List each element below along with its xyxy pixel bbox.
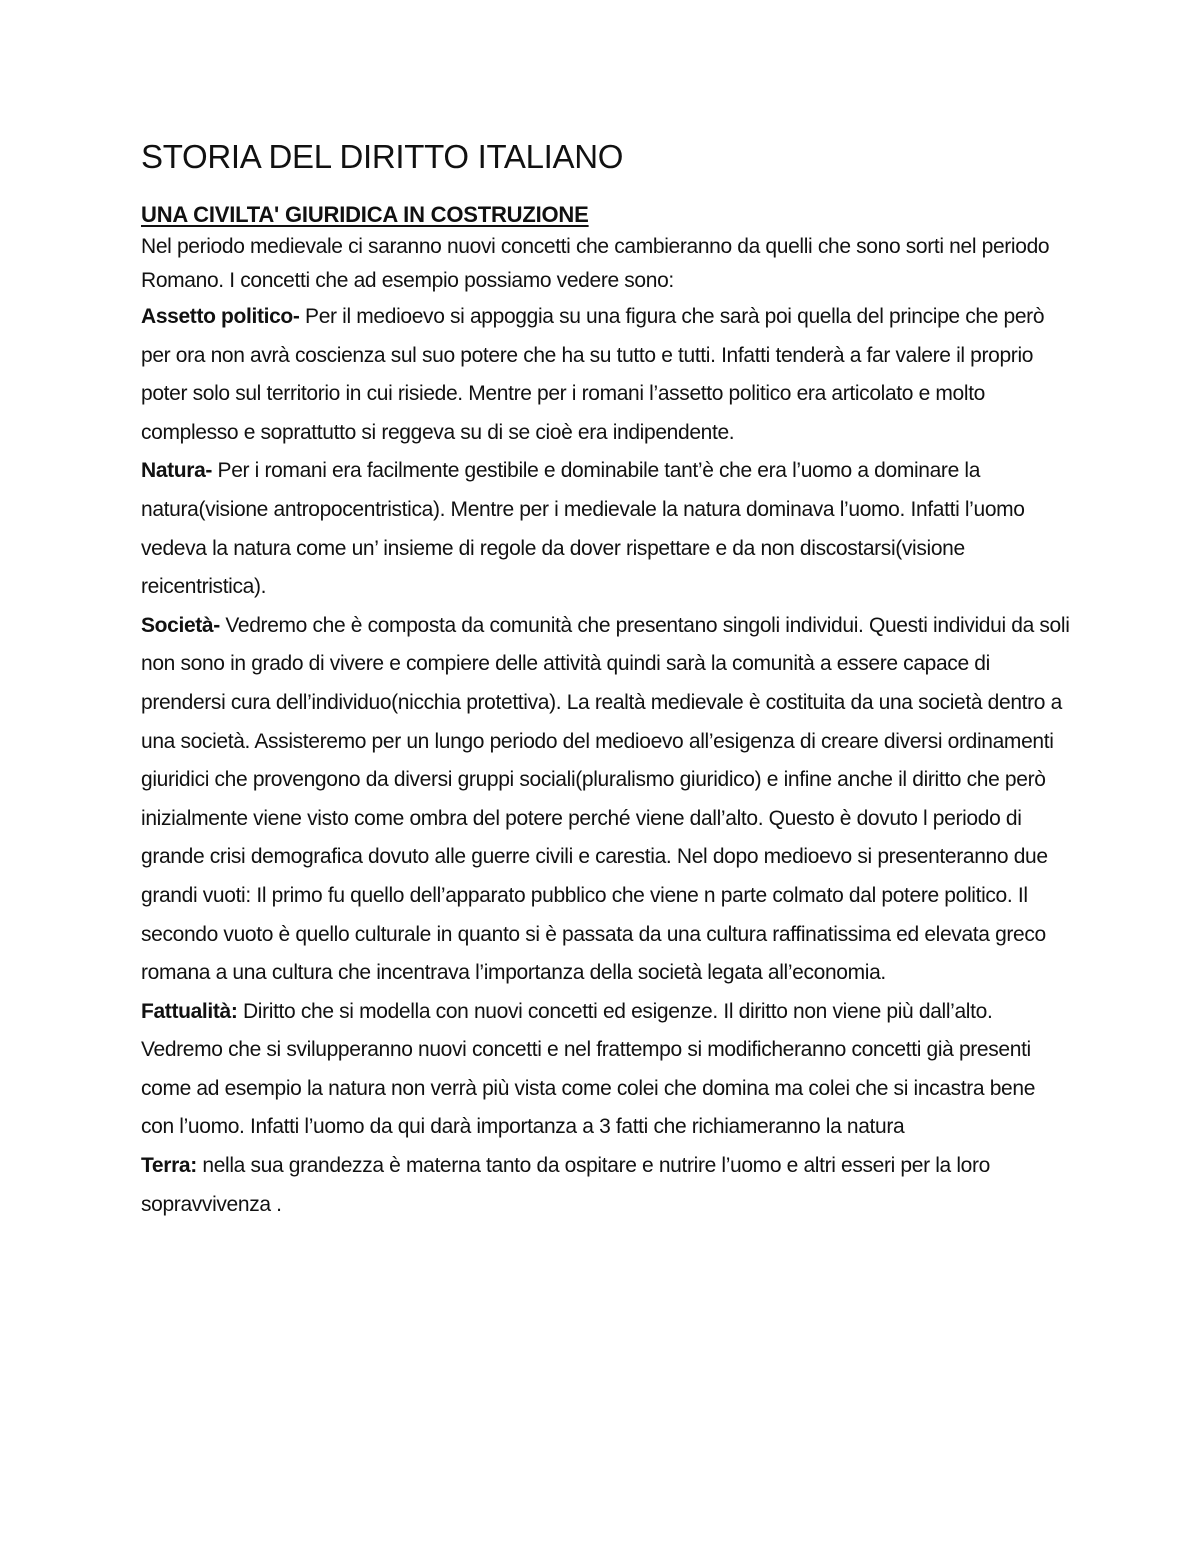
section-heading: UNA CIVILTA' GIURIDICA IN COSTRUZIONE: [141, 202, 589, 227]
paragraph-term: Società-: [141, 613, 220, 637]
paragraph-term: Terra:: [141, 1154, 197, 1178]
paragraph-text: nella sua grandezza è materna tanto da ospitare e nutrire l’uomo e altri esseri per la loro sopravvivenza .: [141, 1154, 990, 1216]
paragraph-term: Natura-: [141, 459, 213, 483]
paragraph-assetto-politico: [141, 298, 1071, 452]
paragraph-text: Per il medioevo si appoggia su una figura che sarà poi quella del principe che però per ora non avrà coscienza sul suo potere che ha su tutto e tutti. Infatti tenderà a far valere il proprio poter solo sul territorio in cui risiede. Mentre per i romani l’assetto politico era articolato e molto complesso e soprattutto si reggeva su di se cioè era indipendente.: [141, 305, 1045, 444]
document-page: [141, 128, 1071, 1224]
paragraph-text: Diritto che si modella con nuovi concetti ed esigenze. Il diritto non viene più dall’alto. Vedremo che si svilupperanno nuovi concetti e nel frattempo si modificheranno concetti già presenti come ad esempio la natura non verrà più vista come colei che domina ma colei che si incastra bene con l’uomo. Infatti l’uomo da qui darà importanza a 3 fatti che richiameranno la natura: [141, 999, 1036, 1139]
paragraph-terra: [141, 1147, 1071, 1224]
paragraph-fattualita: [141, 993, 1071, 1147]
paragraph-natura: [141, 452, 1071, 606]
paragraph-societa: [141, 607, 1071, 993]
document-title: STORIA DEL DIRITTO ITALIANO: [141, 138, 624, 175]
intro-paragraph: Nel periodo medievale ci saranno nuovi concetti che cambieranno da quelli che sono sorti nel periodo Romano. I concetti che ad esempio possiamo vedere sono:: [141, 235, 1050, 292]
paragraph-term: Fattualità:: [141, 999, 238, 1023]
paragraph-term: Assetto politico-: [141, 305, 300, 328]
paragraph-text: Per i romani era facilmente gestibile e dominabile tant’è che era l’uomo a dominare la natura(visione antropocentristica). Mentre per i medievale la natura dominava l’uomo. Infatti l’uomo vedeva la natura come un’ insieme di regole da dover rispettare e da non discostarsi(visione reicentristica).: [141, 459, 1025, 599]
paragraph-text: Vedremo che è composta da comunità che presentano singoli individui. Questi individui da soli non sono in grado di vivere e compiere delle attività quindi sarà la comunità a essere capace di prendersi cura dell’individuo(nicchia protettiva). La realtà medievale è costituita da una società dentro a una società. Assisteremo per un lungo periodo del medioevo all’esigenza di creare diversi ordinamenti giuridici che provengono da diversi gruppi sociali(pluralismo giuridico) e infine anche il diritto che però inizialmente viene visto come ombra del potere perché viene dall’alto. Questo è dovuto l periodo di grande crisi demografica dovuto alle guerre civili e carestia. Nel dopo medioevo si presenteranno due grandi vuoti: Il primo fu quello dell’apparato pubblico che viene n parte colmato dal potere politico. Il secondo vuoto è quello culturale in quanto si è passata da una cultura raffinatissima ed elevata greco romana a una cultura che incentrava l’importanza della società legata all’economia.: [141, 613, 1070, 985]
